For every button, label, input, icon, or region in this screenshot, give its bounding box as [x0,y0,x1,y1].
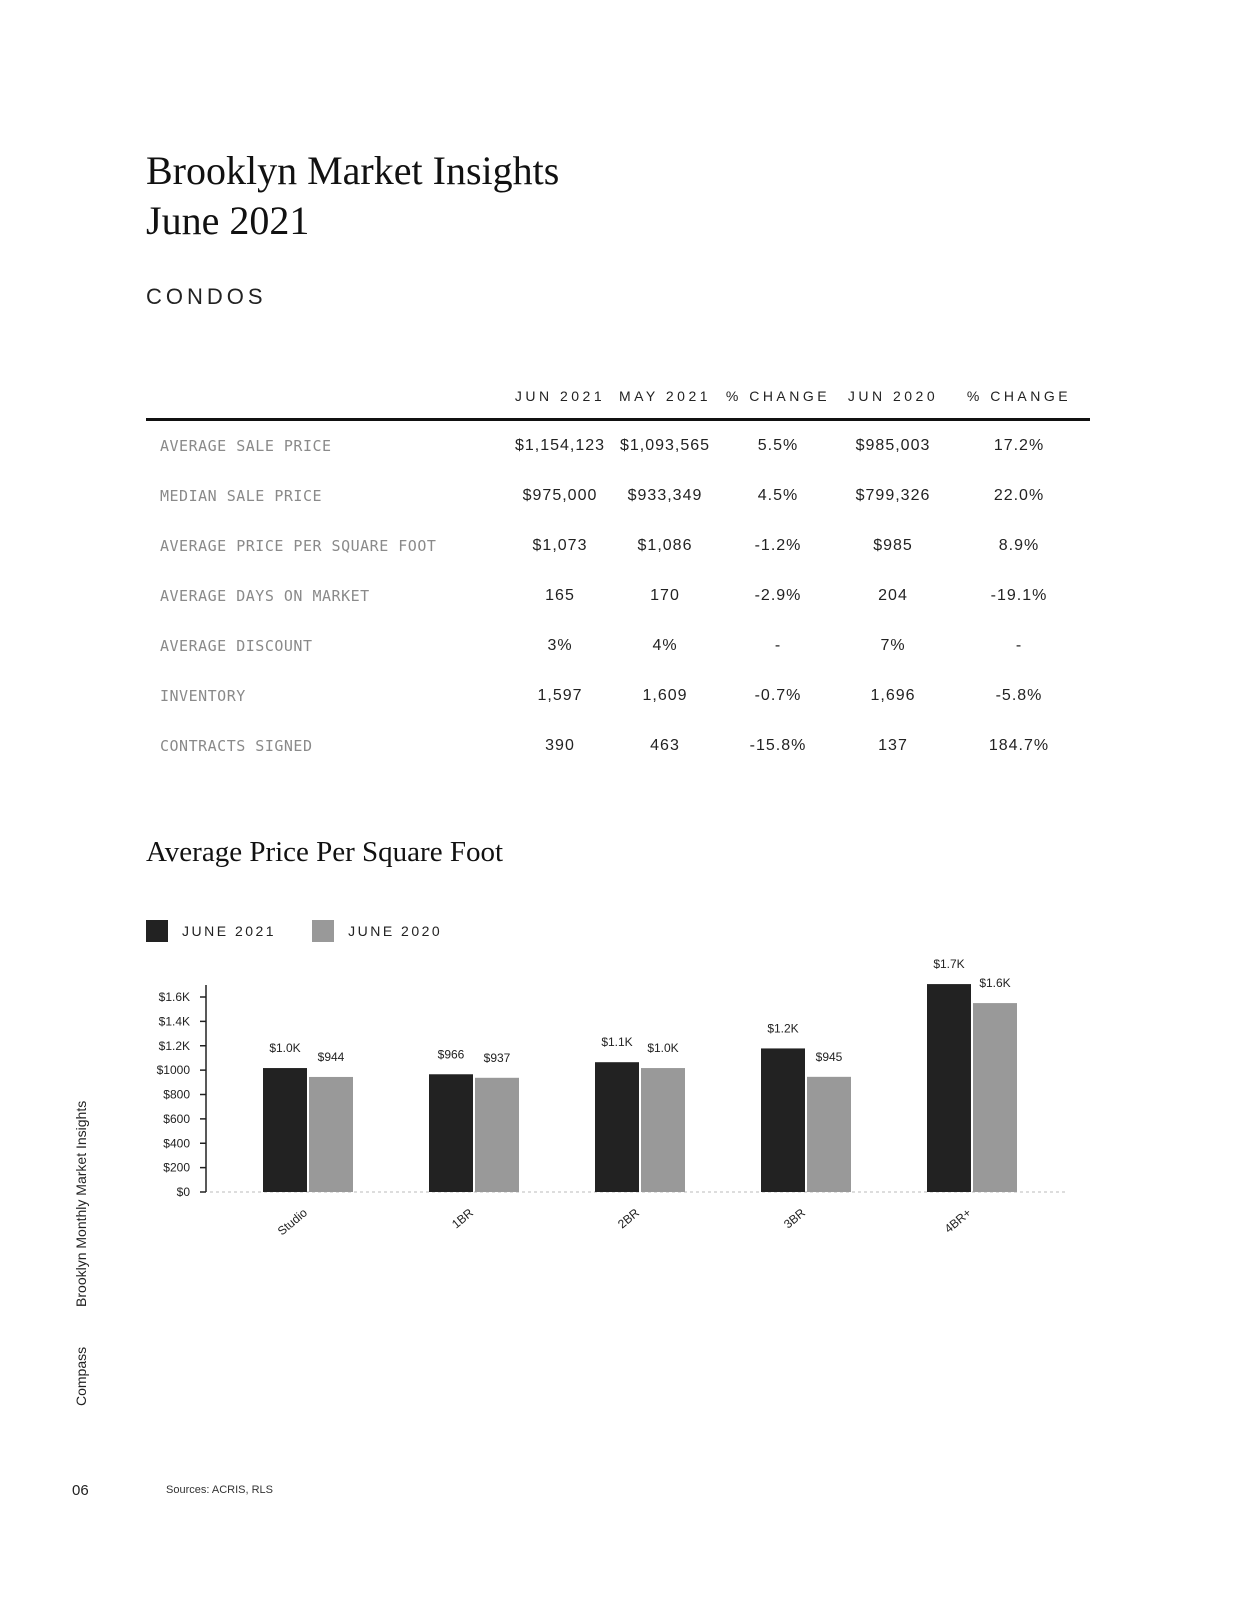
chart-legend [146,920,478,942]
row-label: INVENTORY [160,687,246,705]
table-header: % CHANGE [718,388,838,420]
table-cell: 184.7% [988,737,1050,754]
sidebar-publication: Brooklyn Monthly Market Insights [73,1100,89,1307]
bar-june-2020 [309,1077,353,1192]
table-row [146,671,1090,721]
bar-data-label: $1.0K [647,1041,679,1056]
table-cell: - [1015,637,1023,654]
table-cell: 4% [652,637,678,654]
table-cell: 17.2% [993,437,1045,454]
table-cell: -19.1% [990,587,1048,604]
bar-data-label: $1.7K [933,957,965,972]
table-cell: - [774,637,782,654]
table-cell: 390 [545,737,575,754]
row-label: AVERAGE SALE PRICE [160,437,332,455]
table-row [146,571,1090,621]
y-tick-label: $0 [176,1185,190,1199]
legend-item-june-2020 [312,920,442,942]
sidebar-brand: Compass [73,1346,89,1406]
table-cell: -0.7% [754,687,802,704]
table-cell: $1,093,565 [619,437,711,454]
bar-data-label: $945 [815,1049,843,1064]
table-cell: 204 [878,587,908,604]
table-cell: $933,349 [627,487,703,504]
table-cell: -15.8% [749,737,807,754]
row-label: MEDIAN SALE PRICE [160,487,323,505]
side-branding [73,1065,89,1406]
table-cell: $985,003 [855,437,931,454]
table-cell: $1,073 [532,537,588,554]
title-line-2: June 2021 [146,198,310,243]
bar-data-label: $966 [437,1047,465,1062]
x-tick-label: 4BR+ [941,1205,974,1236]
table-cell: -2.9% [754,587,802,604]
bar-chart [146,950,1090,1290]
table-cell: 7% [880,637,906,654]
y-tick-label: $1.4K [158,1014,190,1029]
y-tick-label: $600 [163,1111,190,1126]
table-row [146,521,1090,571]
row-label: AVERAGE DISCOUNT [160,637,313,655]
table-cell: 463 [650,737,680,754]
section-label: CONDOS [146,284,267,309]
bar-june-2021 [263,1068,307,1192]
table-cell: 3% [547,637,573,654]
bar-data-label: $1.1K [601,1035,633,1050]
x-tick-label: Studio [274,1205,310,1239]
table-header: % CHANGE [948,388,1090,420]
bar-june-2021 [761,1048,805,1192]
table-row [146,721,1090,771]
table-cell: 137 [878,737,908,754]
table-row [146,471,1090,521]
row-label: AVERAGE DAYS ON MARKET [160,587,370,605]
table-cell: 4.5% [757,487,799,504]
table-header-metric [146,388,508,420]
page-number: 06 [72,1482,89,1499]
x-tick-label: 2BR [615,1205,642,1232]
y-tick-label: $400 [163,1136,190,1151]
y-tick-label: $1.6K [158,990,190,1004]
market-stats-table [146,388,1090,771]
table-header: MAY 2021 [612,388,718,420]
y-tick-label: $1.2K [158,1038,190,1053]
bar-data-label: $1.0K [269,1041,301,1056]
y-tick-label: $800 [163,1087,190,1102]
row-label: AVERAGE PRICE PER SQUARE FOOT [160,537,437,555]
table-cell: 22.0% [993,487,1045,504]
chart-title: Average Price Per Square Foot [146,836,504,868]
bar-june-2021 [927,984,971,1192]
y-tick-label: $200 [163,1160,190,1175]
sources-note: Sources: ACRIS, RLS [166,1484,273,1496]
table-cell: 165 [545,587,575,604]
table-cell: $975,000 [522,487,598,504]
bar-june-2020 [973,1003,1017,1192]
y-tick-label: $1000 [156,1063,190,1078]
bar-june-2021 [595,1062,639,1192]
table-cell: $985 [873,537,913,554]
x-tick-label: 3BR [781,1205,808,1232]
row-label: CONTRACTS SIGNED [160,737,313,755]
bar-june-2021 [429,1074,473,1192]
table-header: JUN 2021 [508,388,612,420]
table-cell: $1,154,123 [514,437,606,454]
table-cell: 170 [650,587,680,604]
table-cell: -5.8% [995,687,1043,704]
legend-label: JUNE 2021 [182,923,277,939]
bar-data-label: $944 [317,1049,345,1064]
table-cell: $799,326 [855,487,931,504]
x-tick-label: 1BR [449,1205,476,1232]
bar-data-label: $937 [483,1050,511,1065]
bar-data-label: $1.6K [979,976,1011,991]
bar-june-2020 [641,1068,685,1192]
legend-swatch-june-2021 [146,920,168,942]
title-line-1: Brooklyn Market Insights [146,148,560,193]
table-cell: -1.2% [754,537,802,554]
table-row [146,621,1090,671]
table-cell: 5.5% [757,437,799,454]
bar-data-label: $1.2K [767,1021,799,1036]
table-cell: 1,609 [642,687,688,704]
table-cell: 8.9% [998,537,1040,554]
bar-june-2020 [807,1077,851,1192]
page-title [146,146,559,246]
table-header-row [146,388,1090,420]
table-cell: 1,696 [870,687,916,704]
table-cell: 1,597 [537,687,583,704]
legend-swatch-june-2020 [312,920,334,942]
table-header: JUN 2020 [838,388,948,420]
legend-item-june-2021 [146,920,276,942]
legend-label: JUNE 2020 [348,923,443,939]
bar-june-2020 [475,1078,519,1192]
table-cell: $1,086 [637,537,693,554]
table-row [146,420,1090,472]
